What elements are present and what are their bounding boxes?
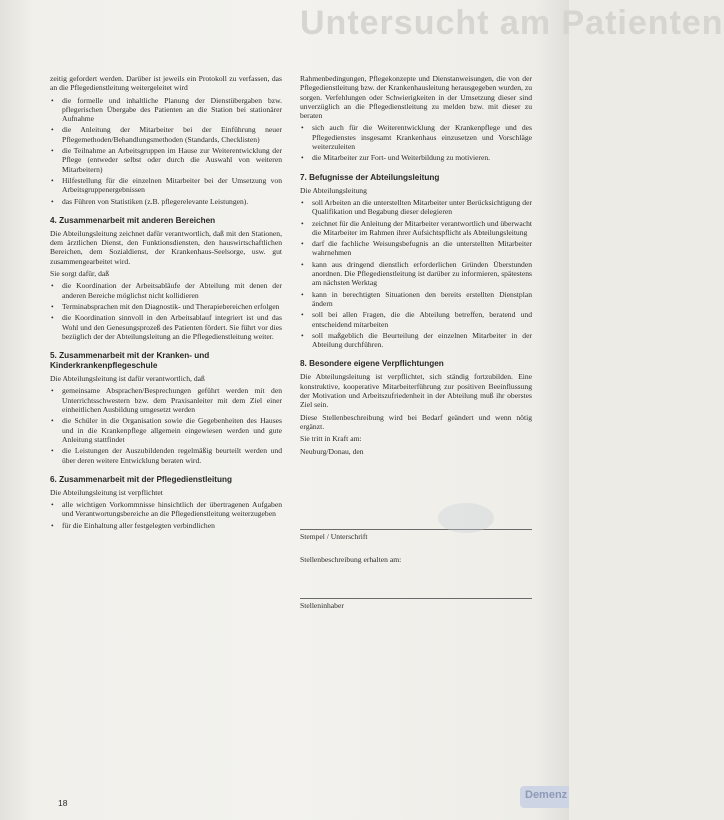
list-item: • Terminabsprachen mit den Diagnostik- und Therapiebereichen erfolgen [50, 302, 282, 311]
section-7-list [300, 198, 532, 349]
spacer [300, 459, 532, 511]
list-item: • für die Einhaltung aller festgelegten verbindlichen [50, 521, 282, 530]
list-item: • gemeinsame Absprachen/Besprechungen geführt werden mit den Unterrichtsschwestern bzw. dem Praxisanleiter mit dem Ziel einer einheitlichen Ausbildung umgesetzt werden [50, 386, 282, 414]
section-4-heading: 4. Zusammenarbeit mit anderen Bereichen [50, 215, 216, 225]
spacer [300, 564, 532, 580]
section-5-list [50, 386, 282, 464]
list-item: • die Leistungen der Auszubildenden regelmäßig beurteilt werden und über deren weitere Entwicklung beraten wird. [50, 446, 282, 465]
list-item: • die Mitarbeiter zur Fort- und Weiterbildung zu motivieren. [300, 153, 532, 162]
section-6-paragraph: Die Abteilungsleitung ist verpflichtet [50, 487, 163, 497]
holder-label: Stelleninhaber [300, 601, 344, 611]
list-item: • kann in berechtigten Situationen den bereits erstellten Dienstplan ändern [300, 290, 532, 309]
effective-date-label: Sie tritt in Kraft am: [300, 434, 362, 444]
section-6-heading: 6. Zusammenarbeit mit der Pflegedienstleitung [50, 474, 232, 484]
left-intro-list [50, 96, 282, 206]
list-item: • die Koordination sinnvoll in den Arbeitsablauf integriert ist und das Wohl und den Genesungsprozeß des Patienten fördert. Sie führt vor dies bezüglich der der Abteilungsleitung an die Pflegedienstleitung weiter. [50, 313, 282, 341]
list-item: • die Koordination der Arbeitsabläufe der Abteilung mit denen der anderen Bereiche möglichst nicht kollidieren [50, 281, 282, 300]
section-4-list [50, 281, 282, 341]
holder-signature-line [300, 580, 532, 599]
section-8-heading: 8. Besondere eigene Verpflichtungen [300, 359, 444, 369]
list-item: • zeichnet für die Anleitung der Mitarbeiter verantwortlich und überwacht die Mitarbeiter im Rahmen ihrer Aufsichtspflicht als Abteilungsleitung [300, 219, 532, 238]
list-item: • das Führen von Statistiken (z.B. pflegerelevante Leistungen). [50, 197, 282, 206]
place-date-label: Neuburg/Donau, den [300, 446, 364, 456]
list-item: • die formelle und inhaltliche Planung der Dienstübergaben bzw. pflegerischen Übergabe des Patienten an die Station bei stationärer Aufnahme [50, 96, 282, 124]
list-item: • soll Arbeiten an die unterstellten Mitarbeiter unter Berücksichtigung der Qualifikation und Begabung dieser delegieren [300, 198, 532, 217]
list-item: • soll maßgeblich die Beurteilung der einzelnen Mitarbeiter in der Abteilung durchführen. [300, 331, 532, 350]
section-6-list [50, 500, 282, 530]
section-5-heading: 5. Zusammenarbeit mit der Kranken- und Kinderkrankenpflegeschule [50, 351, 210, 371]
closing-paragraph: Diese Stellenbeschreibung wird bei Bedarf geändert und wenn nötig ergänzt. [300, 412, 532, 431]
left-intro-paragraph: zeitig gefordert werden. Darüber ist jeweils ein Protokoll zu verfassen, das an die Pflegedienstleitung weitergeleitet wird [50, 74, 282, 93]
section-4-paragraph: Die Abteilungsleitung zeichnet dafür verantwortlich, daß mit den Stationen, dem ärztlichen Dienst, den Funktionsdiensten, den hauswirtschaftlichen Bereichen, dem Sozialdienst, der Krankenhaus-Seelsorge, usw. gut zusammengearbeitet wird. [50, 228, 282, 266]
faint-stamp-mark [438, 503, 494, 533]
section-7-heading: 7. Befugnisse der Abteilungsleitung [300, 172, 440, 182]
list-item: • soll bei allen Fragen, die die Abteilung betreffen, beratend und entscheidend mitarbeiten [300, 310, 532, 329]
publisher-logo-text: Demenz [525, 789, 568, 801]
right-intro-list [300, 123, 532, 162]
stamp-signature-line [300, 511, 532, 530]
page-number: 18 [58, 798, 68, 808]
section-4-lead: Sie sorgt dafür, daß [50, 269, 110, 279]
faint-header-watermark: Untersucht am Patienten [300, 4, 724, 42]
section-8-paragraph: Die Abteilungsleitung ist verpflichtet, sich ständig fortzubilden. Eine konstruktive, kooperative Mitarbeiterführung zur positiven Beeinflussung der Motivation und Arbeitszufriedenheit in der Abteilung muß ihr oberstes Ziel sein. [300, 372, 532, 410]
list-item: • darf die fachliche Weisungsbefugnis an die unterstellten Mitarbeiter wahrnehmen [300, 239, 532, 258]
list-item: • Hilfestellung für die einzelnen Mitarbeiter bei der Umsetzung von Arbeitsgruppenergebnissen [50, 176, 282, 195]
right-intro-paragraph: Rahmenbedingungen, Pflegekonzepte und Dienstanweisungen, die von der Pflegedienstleitung bzw. der Krankenhausleitung herausgegeben wurden, zu sorgen. Verfehlungen oder Schwierigkeiten in der Umsetzung dieser sind unverzüglich an die Pflegedienstleitung zu melden bzw. mit dieser zu beraten [300, 74, 532, 121]
received-label: Stellenbeschreibung erhalten am: [300, 555, 402, 565]
list-item: • kann aus dringend dienstlich erforderlichen Gründen Überstunden anordnen. Die Pflegedienstleitung ist darüber zu informieren, spätestens am nächsten Werktag [300, 260, 532, 288]
list-item: • sich auch für die Weiterentwicklung der Krankenpflege und des Pflegedienstes insgesamt Krankenhaus einzusetzen und Vorschläge weiterzuleiten [300, 123, 532, 151]
left-column [50, 74, 282, 532]
right-column [300, 74, 532, 611]
section-5-paragraph: Die Abteilungsleitung ist dafür verantwortlich, daß [50, 374, 205, 384]
list-item: • alle wichtigen Vorkommnisse hinsichtlich der übertragenen Aufgaben und Verantwortungsbereiche an die Pflegedienstleitung weiterzugeben [50, 500, 282, 519]
list-item: • die Schüler in die Organisation sowie die Gegebenheiten des Hauses und in die Krankenpflege allgemein eingewiesen werden und gute Anleitung stattfindet [50, 416, 282, 444]
section-7-paragraph: Die Abteilungsleitung [300, 185, 367, 195]
list-item: • die Anleitung der Mitarbeiter bei der Einführung neuer Pflegemethoden/Behandlungsmethoden (Standards, Checklisten) [50, 125, 282, 144]
stamp-signature-label: Stempel / Unterschrift [300, 531, 368, 541]
list-item: • die Teilnahme an Arbeitsgruppen im Hause zur Weiterentwicklung der Pflege (entweder selbst oder durch die Auswahl von weiteren Mitarbeitern) [50, 146, 282, 174]
